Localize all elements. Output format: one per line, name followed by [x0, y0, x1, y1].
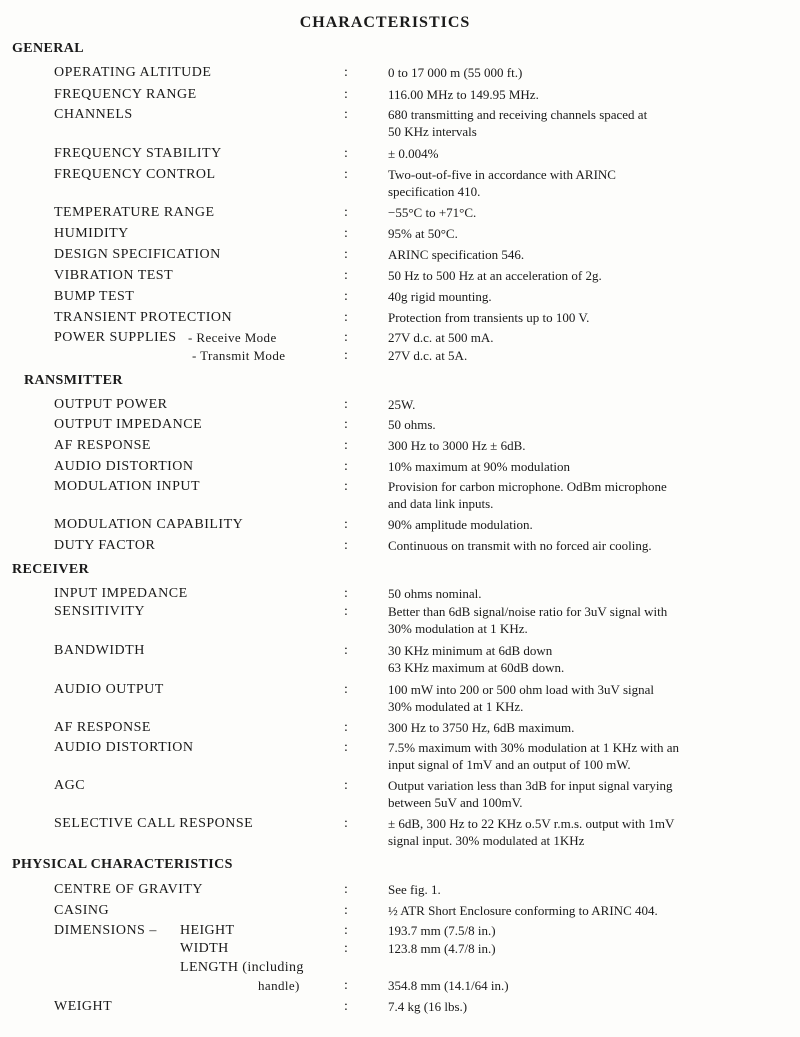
colon-separator: :	[344, 643, 348, 658]
spec-label: INPUT IMPEDANCE	[54, 586, 188, 601]
spec-value	[388, 603, 788, 637]
spec-label: HUMIDITY	[54, 226, 129, 241]
colon-separator: :	[344, 882, 348, 897]
spec-value	[388, 106, 788, 140]
spec-label: FREQUENCY RANGE	[54, 87, 197, 102]
spec-value-line: Better than 6dB signal/noise ratio for 3uV signal with	[388, 604, 668, 619]
spec-sublabel-length: LENGTH (including	[180, 960, 304, 975]
spec-value: See fig. 1.	[388, 882, 441, 897]
spec-value: 95% at 50°C.	[388, 226, 458, 241]
colon-separator: :	[344, 586, 348, 601]
spec-value	[388, 815, 788, 849]
spec-value-line: 50 KHz intervals	[388, 124, 477, 139]
spec-value-receive: 27V d.c. at 500 mA.	[388, 330, 494, 345]
colon-separator: :	[344, 167, 348, 182]
spec-label: AUDIO DISTORTION	[54, 740, 194, 755]
colon-separator: :	[344, 205, 348, 220]
colon-separator: :	[344, 438, 348, 453]
colon-separator: :	[344, 538, 348, 553]
colon-separator: :	[344, 65, 348, 80]
page-title: CHARACTERISTICS	[299, 14, 471, 31]
section-heading-general: GENERAL	[12, 41, 85, 56]
spec-label: FREQUENCY CONTROL	[54, 167, 216, 182]
spec-value-line: 30 KHz minimum at 6dB down	[388, 643, 553, 658]
spec-value: 0 to 17 000 m (55 000 ft.)	[388, 65, 523, 80]
spec-value: ARINC specification 546.	[388, 247, 525, 262]
spec-value: 50 ohms nominal.	[388, 586, 482, 601]
colon-separator: :	[344, 720, 348, 735]
spec-label: CHANNELS	[54, 107, 133, 122]
colon-separator: :	[344, 247, 348, 262]
colon-separator: :	[344, 999, 348, 1014]
colon-separator: :	[344, 923, 348, 938]
colon-separator: :	[344, 459, 348, 474]
spec-label: FREQUENCY STABILITY	[54, 146, 222, 161]
spec-label: VIBRATION TEST	[54, 268, 174, 283]
spec-value: 50 Hz to 500 Hz at an acceleration of 2g.	[388, 268, 602, 283]
spec-label: CASING	[54, 903, 110, 918]
spec-value-line: Provision for carbon microphone. OdBm microphone	[388, 479, 667, 494]
spec-label: AGC	[54, 778, 86, 793]
colon-separator: :	[344, 226, 348, 241]
spec-sublabel-transmit-mode: - Transmit Mode	[192, 348, 286, 363]
spec-label: BUMP TEST	[54, 289, 135, 304]
spec-value-line: 680 transmitting and receiving channels spaced at	[388, 107, 648, 122]
colon-separator: :	[344, 517, 348, 532]
spec-value: 7.4 kg (16 lbs.)	[388, 999, 468, 1014]
spec-value	[388, 739, 788, 773]
spec-label: DESIGN SPECIFICATION	[54, 247, 221, 262]
spec-sublabel-receive-mode: - Receive Mode	[188, 330, 277, 345]
spec-sublabel-handle: handle)	[258, 978, 300, 993]
spec-value-line: 30% modulation at 1 KHz.	[388, 621, 528, 636]
colon-separator: :	[344, 310, 348, 325]
spec-value: ½ ATR Short Enclosure conforming to ARINC 404.	[388, 903, 658, 918]
spec-value-length: 354.8 mm (14.1/64 in.)	[388, 978, 509, 993]
spec-value: 300 Hz to 3000 Hz ± 6dB.	[388, 438, 526, 453]
colon-separator: :	[344, 479, 348, 494]
spec-label: SENSITIVITY	[54, 604, 146, 619]
spec-label: BANDWIDTH	[54, 643, 145, 658]
spec-label: MODULATION INPUT	[54, 479, 201, 494]
spec-value: 40g rigid mounting.	[388, 289, 492, 304]
spec-value-line: input signal of 1mV and an output of 100 mW.	[388, 757, 631, 772]
spec-value-line: Two-out-of-five in accordance with ARINC	[388, 167, 616, 182]
spec-label: DIMENSIONS –	[54, 923, 157, 938]
colon-separator: :	[344, 107, 348, 122]
spec-value-line: 100 mW into 200 or 500 ohm load with 3uV signal	[388, 682, 655, 697]
spec-value	[388, 166, 788, 200]
colon-separator: :	[344, 289, 348, 304]
spec-value-transmit: 27V d.c. at 5A.	[388, 348, 468, 363]
colon-separator: :	[344, 330, 348, 345]
spec-value	[388, 478, 788, 512]
spec-value: Continuous on transmit with no forced air cooling.	[388, 538, 652, 553]
spec-label: OUTPUT POWER	[54, 397, 168, 412]
spec-value-line: ± 6dB, 300 Hz to 22 KHz o.5V r.m.s. output with 1mV	[388, 816, 675, 831]
colon-separator: :	[344, 941, 348, 956]
spec-value-line: 7.5% maximum with 30% modulation at 1 KHz with an	[388, 740, 680, 755]
spec-sublabel-width: WIDTH	[180, 941, 229, 956]
colon-separator: :	[344, 348, 348, 363]
colon-separator: :	[344, 87, 348, 102]
spec-sublabel-height: HEIGHT	[180, 923, 235, 938]
spec-value: 300 Hz to 3750 Hz, 6dB maximum.	[388, 720, 575, 735]
spec-value: 50 ohms.	[388, 417, 436, 432]
spec-value: 90% amplitude modulation.	[388, 517, 533, 532]
section-heading-transmitter: RANSMITTER	[24, 373, 123, 388]
spec-value-line: specification 410.	[388, 184, 481, 199]
spec-value: 10% maximum at 90% modulation	[388, 459, 570, 474]
spec-label: SELECTIVE CALL RESPONSE	[54, 816, 254, 831]
spec-value: 25W.	[388, 397, 416, 412]
section-heading-physical: PHYSICAL CHARACTERISTICS	[12, 857, 233, 872]
colon-separator: :	[344, 978, 348, 993]
spec-label: POWER SUPPLIES	[54, 330, 177, 345]
spec-label: AF RESPONSE	[54, 720, 151, 735]
spec-label: AUDIO OUTPUT	[54, 682, 164, 697]
spec-label: MODULATION CAPABILITY	[54, 517, 244, 532]
spec-label: OPERATING ALTITUDE	[54, 65, 212, 80]
spec-value-line: signal input. 30% modulated at 1KHz	[388, 833, 585, 848]
spec-value-line: 30% modulated at 1 KHz.	[388, 699, 524, 714]
spec-value	[388, 642, 788, 676]
colon-separator: :	[344, 740, 348, 755]
spec-value-line: between 5uV and 100mV.	[388, 795, 523, 810]
spec-value: −55°C to +71°C.	[388, 205, 477, 220]
section-heading-receiver: RECEIVER	[12, 562, 90, 577]
spec-value-line: Output variation less than 3dB for input signal varying	[388, 778, 673, 793]
colon-separator: :	[344, 816, 348, 831]
spec-label: TEMPERATURE RANGE	[54, 205, 215, 220]
spec-label: CENTRE OF GRAVITY	[54, 882, 204, 897]
colon-separator: :	[344, 268, 348, 283]
colon-separator: :	[344, 604, 348, 619]
spec-value-width: 123.8 mm (4.7/8 in.)	[388, 941, 496, 956]
spec-value: Protection from transients up to 100 V.	[388, 310, 590, 325]
spec-value-line: and data link inputs.	[388, 496, 494, 511]
spec-label: DUTY FACTOR	[54, 538, 156, 553]
colon-separator: :	[344, 397, 348, 412]
spec-value: ± 0.004%	[388, 146, 439, 161]
spec-value-line: 63 KHz maximum at 60dB down.	[388, 660, 565, 675]
colon-separator: :	[344, 778, 348, 793]
spec-value-height: 193.7 mm (7.5/8 in.)	[388, 923, 496, 938]
spec-label: AUDIO DISTORTION	[54, 459, 194, 474]
colon-separator: :	[344, 146, 348, 161]
colon-separator: :	[344, 417, 348, 432]
colon-separator: :	[344, 903, 348, 918]
spec-label: TRANSIENT PROTECTION	[54, 310, 233, 325]
spec-label: WEIGHT	[54, 999, 113, 1014]
spec-label: AF RESPONSE	[54, 438, 151, 453]
spec-label: OUTPUT IMPEDANCE	[54, 417, 203, 432]
spec-value	[388, 681, 788, 715]
spec-value: 116.00 MHz to 149.95 MHz.	[388, 87, 539, 102]
spec-value	[388, 777, 788, 811]
colon-separator: :	[344, 682, 348, 697]
